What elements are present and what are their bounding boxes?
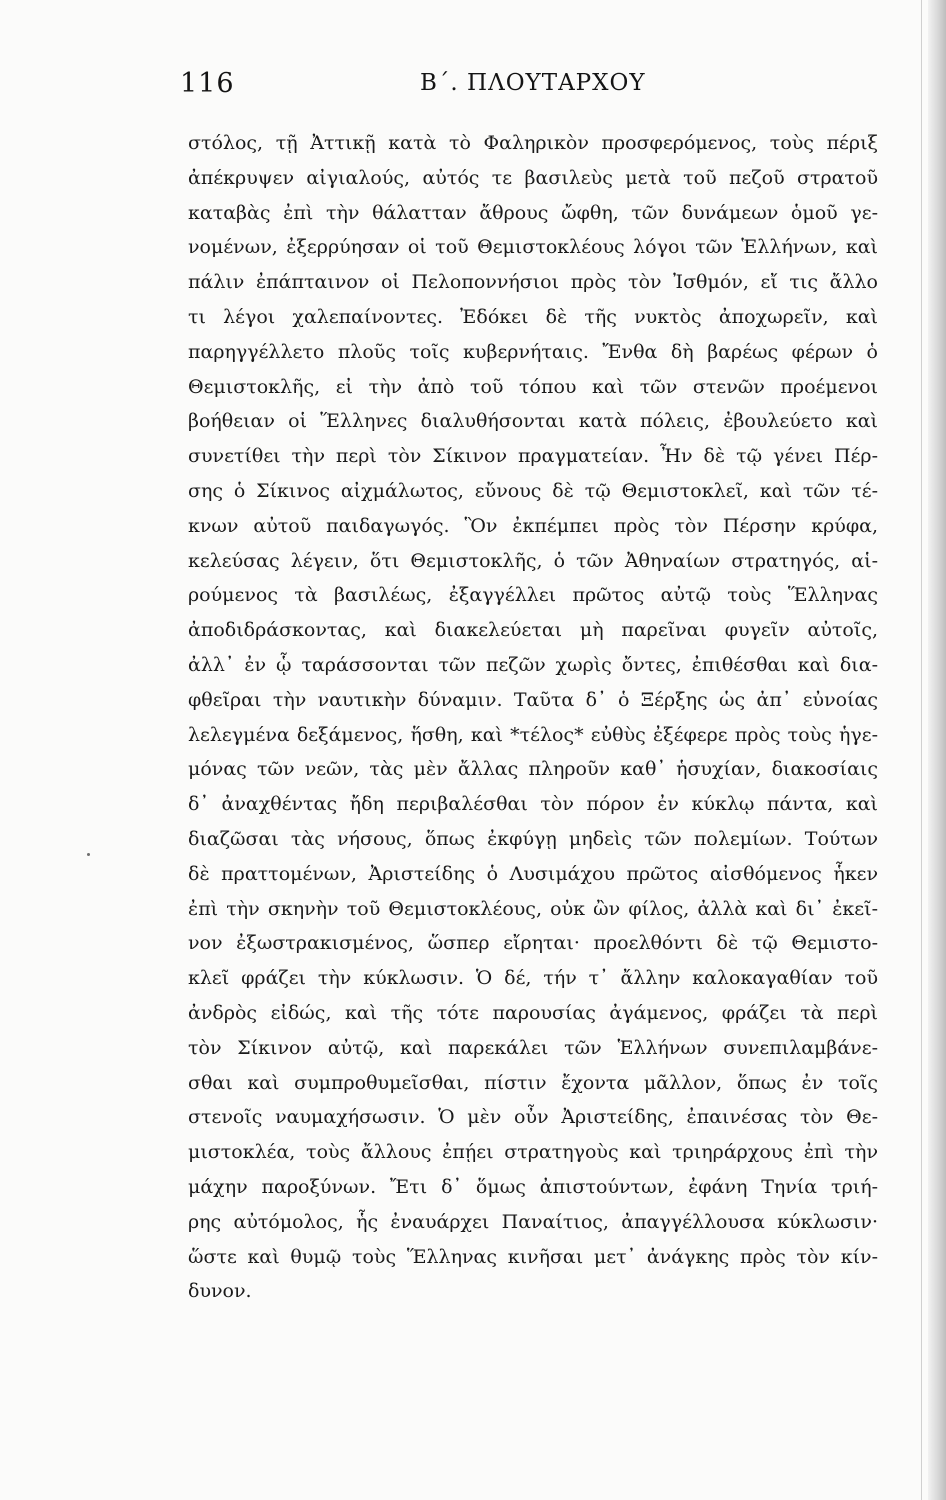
text-line: ὥστε καὶ θυμῷ τοὺς Ἕλληνας κινῆσαι μετ᾽ ἀνάγκης πρὸς τὸν κίν- <box>188 1245 878 1268</box>
text-line: μόνας τῶν νεῶν, τὰς μὲν ἄλλας πληροῦν καθ᾽ ἡσυχίαν, διακοσίαις <box>188 758 878 781</box>
text-line: βοήθειαν οἱ Ἕλληνες διαλυθήσονται κατὰ πόλεις, ἐβουλεύετο καὶ <box>188 410 878 433</box>
running-head: Β΄. ΠΛΟΥΤΑΡΧΟΥ <box>420 70 646 96</box>
text-line: μιστοκλέα, τοὺς ἄλλους ἐπῄει στρατηγοὺς καὶ τριηράρχους ἐπὶ τὴν <box>188 1141 878 1164</box>
text-line: ἐπὶ τὴν σκηνὴν τοῦ Θεμιστοκλέους, οὐκ ὢν φίλος, ἀλλὰ καὶ δι᾽ ἐκεῖ- <box>188 897 878 920</box>
text-line: κελεύσας λέγειν, ὅτι Θεμιστοκλῆς, ὁ τῶν Ἀθηναίων στρατηγός, αἱ- <box>188 549 878 572</box>
text-line: παρηγγέλλετο πλοῦς τοῖς κυβερνήταις. Ἔνθα δὴ βαρέως φέρων ὁ <box>188 340 878 363</box>
text-line: Θεμιστοκλῆς, εἰ τὴν ἀπὸ τοῦ τόπου καὶ τῶν στενῶν προέμενοι <box>188 375 878 398</box>
text-line: καταβὰς ἐπὶ τὴν θάλατταν ἄθρους ὤφθη, τῶν δυνάμεων ὁμοῦ γε- <box>188 201 878 224</box>
text-line: συνετίθει τὴν περὶ τὸν Σίκινον πραγματείαν. Ἦν δὲ τῷ γένει Πέρ- <box>188 445 878 468</box>
text-line: κλεῖ φράζει τὴν κύκλωσιν. Ὁ δέ, τήν τ᾽ ἄλλην καλοκαγαθίαν τοῦ <box>188 967 878 990</box>
text-line: μάχην παροξύνων. Ἔτι δ᾽ ὅμως ἀπιστούντων, ἐφάνη Τηνία τριή- <box>188 1175 878 1198</box>
text-line: δὲ πραττομένων, Ἀριστείδης ὁ Λυσιμάχου πρῶτος αἰσθόμενος ἧκεν <box>188 862 878 885</box>
text-line: δ᾽ ἀναχθέντας ἤδη περιβαλέσθαι τὸν πόρον ἐν κύκλῳ πάντα, καὶ <box>188 793 878 816</box>
text-line: στόλος, τῇ Ἀττικῇ κατὰ τὸ Φαληρικὸν προσφερόμενος, τοὺς πέριξ <box>188 132 878 154</box>
text-line: ρης αὐτόμολος, ἧς ἐναυάρχει Παναίτιος, ἀπαγγέλλουσα κύκλωσιν· <box>188 1210 878 1233</box>
text-line: ἀπέκρυψεν αἰγιαλούς, αὐτός τε βασιλεὺς μετὰ τοῦ πεζοῦ στρατοῦ <box>188 166 878 189</box>
text-line: φθεῖραι τὴν ναυτικὴν δύναμιν. Ταῦτα δ᾽ ὁ Ξέρξης ὡς ἀπ᾽ εὐνοίας <box>188 688 878 711</box>
text-line: σθαι καὶ συμπροθυμεῖσθαι, πίστιν ἔχοντα μᾶλλον, ὅπως ἐν τοῖς <box>188 1071 878 1094</box>
text-line: τὸν Σίκινον αὐτῷ, καὶ παρεκάλει τῶν Ἑλλήνων συνεπιλαμβάνε- <box>188 1036 878 1059</box>
text-line: λελεγμένα δεξάμενος, ἥσθη, καὶ *τέλος* εὐθὺς ἐξέφερε πρὸς τοὺς ἡγε- <box>188 723 878 746</box>
text-line: ρούμενος τὰ βασιλέως, ἐξαγγέλλει πρῶτος αὐτῷ τοὺς Ἕλληνας <box>188 584 878 607</box>
text-line: ἀλλ᾽ ἐν ᾧ ταράσσονται τῶν πεζῶν χωρὶς ὄντες, ἐπιθέσθαι καὶ δια- <box>188 653 878 676</box>
text-line: πάλιν ἐπάπταινον οἱ Πελοποννήσιοι πρὸς τὸν Ἰσθμόν, εἴ τις ἄλλο <box>188 271 878 294</box>
text-line: νον ἐξωστρακισμένος, ὥσπερ εἴρηται· προελθόντι δὲ τῷ Θεμιστο- <box>188 932 878 955</box>
text-line: σης ὁ Σίκινος αἰχμάλωτος, εὔνους δὲ τῷ Θεμιστοκλεῖ, καὶ τῶν τέ- <box>188 479 878 502</box>
text-line: κνων αὐτοῦ παιδαγωγός. Ὃν ἐκπέμπει πρὸς τὸν Πέρσην κρύφα, <box>188 514 878 537</box>
text-line: στενοῖς ναυμαχήσωσιν. Ὁ μὲν οὖν Ἀριστείδης, ἐπαινέσας τὸν Θε- <box>188 1106 878 1129</box>
page-edge-shadow <box>928 0 946 1500</box>
page-binding-line <box>921 0 922 1500</box>
text-line: νομένων, ἐξερρύησαν οἱ τοῦ Θεμιστοκλέους λόγοι τῶν Ἑλλήνων, καὶ <box>188 236 878 259</box>
text-line: διαζῶσαι τὰς νήσους, ὅπως ἐκφύγῃ μηδεὶς τῶν πολεμίων. Τούτων <box>188 827 878 850</box>
text-line: ἀποδιδράσκοντας, καὶ διακελεύεται μὴ παρεῖναι φυγεῖν αὐτοῖς, <box>188 619 878 642</box>
ink-speck <box>87 853 90 856</box>
text-line: τι λέγοι χαλεπαίνοντες. Ἐδόκει δὲ τῆς νυκτὸς ἀποχωρεῖν, καὶ <box>188 305 878 328</box>
text-line: δυνον. <box>188 1280 252 1303</box>
page-header <box>180 66 880 110</box>
page-number: 116 <box>180 68 235 99</box>
body-text <box>188 126 878 1309</box>
text-line: ἀνδρὸς εἰδώς, καὶ τῆς τότε παρουσίας ἀγάμενος, φράζει τὰ περὶ <box>188 1001 878 1024</box>
